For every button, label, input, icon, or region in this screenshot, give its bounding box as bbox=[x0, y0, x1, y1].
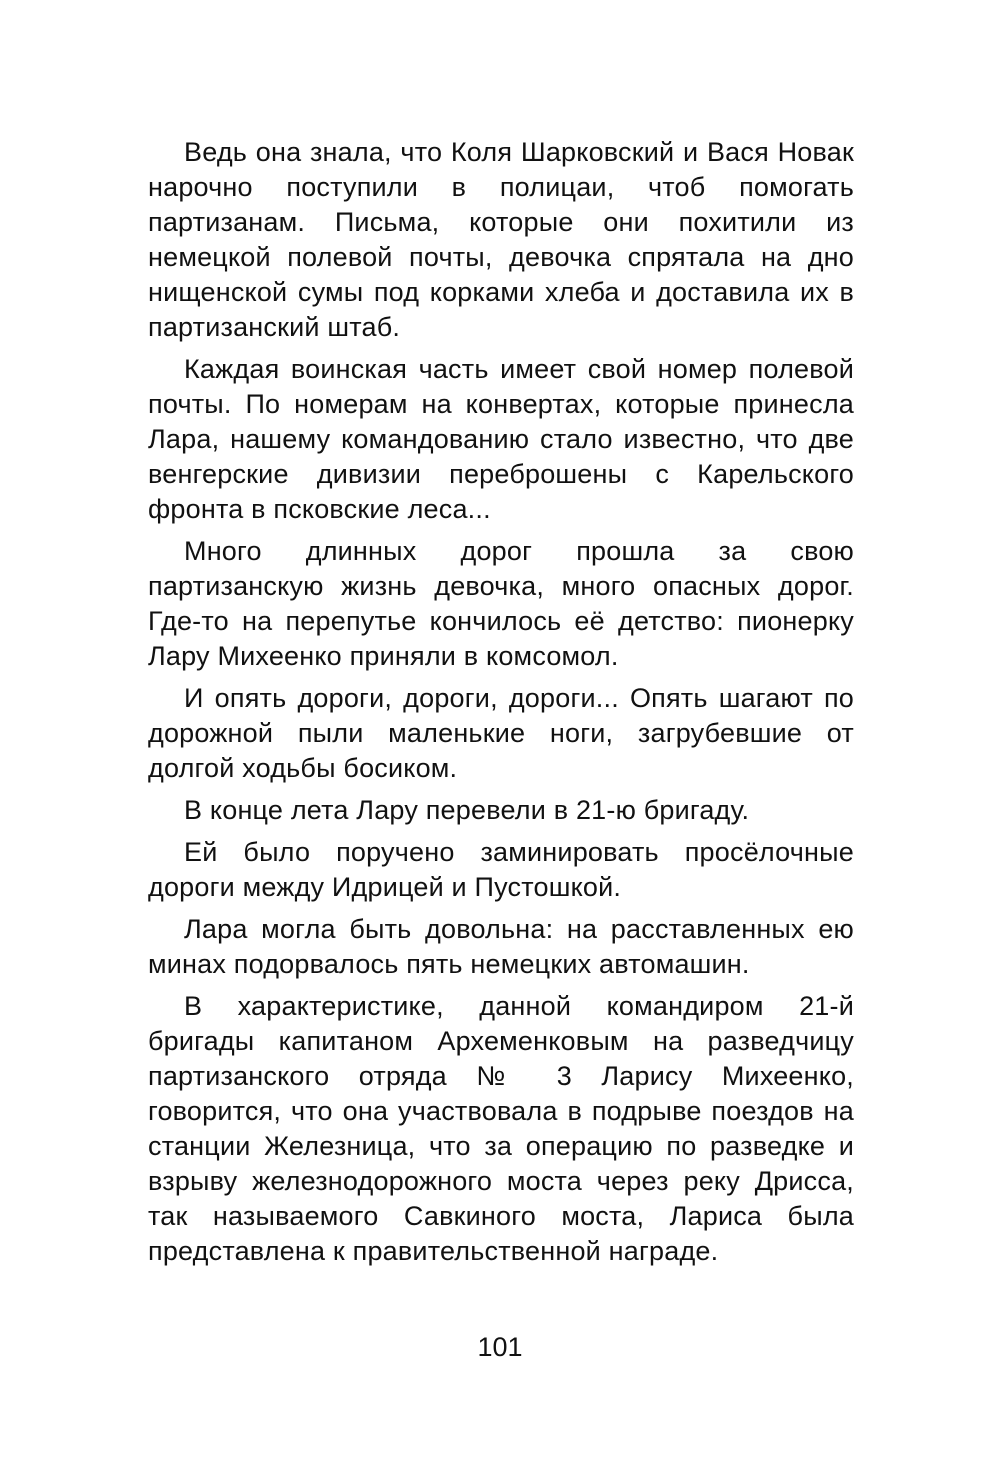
paragraph: В характеристике, данной командиром 21-й бригады капитаном Археменковым на разведчицу партизанского отряда № 3 Ларису Михеенко, говорится, что она участвовала в подрыве поездов на станции Железница, что за операцию по разведке и взрыву железнодорожного моста через реку Дрисса, так называемого Савкиного моста, Лариса была представлена к правительственной награде. bbox=[148, 991, 854, 1266]
paragraph: Ей было поручено заминировать просёлочные дороги между Идрицей и Пустошкой. bbox=[148, 837, 854, 902]
paragraph: И опять дороги, дороги, дороги... Опять шагают по дорожной пыли маленькие ноги, загрубевшие от долгой ходьбы босиком. bbox=[148, 683, 854, 783]
paragraph: Каждая воинская часть имеет свой номер полевой почты. По номерам на конвертах, которые принесла Лара, нашему командованию стало известно, что две венгерские дивизии переброшены с Карельского фронта в псковские леса... bbox=[148, 354, 854, 524]
paragraph: В конце лета Лару перевели в 21-ю бригаду. bbox=[184, 795, 750, 825]
paragraph: Лара могла быть довольна: на расставленных ею минах подорвалось пять немецких автомашин. bbox=[148, 914, 854, 979]
paragraph: Ведь она знала, что Коля Шарковский и Вася Новак нарочно поступили в полицаи, чтоб помогать партизанам. Письма, которые они похитили из немецкой полевой почты, девочка спрятала на дно нищенской сумы под корками хлеба и доставила их в партизанский штаб. bbox=[148, 137, 854, 342]
paragraph: Много длинных дорог прошла за свою партизанскую жизнь девочка, много опасных дорог. Где-то на перепутье кончилось её детство: пионерку Лару Михеенко приняли в комсомол. bbox=[148, 536, 854, 671]
page-number: 101 bbox=[477, 1332, 523, 1362]
page-body bbox=[148, 135, 854, 1276]
